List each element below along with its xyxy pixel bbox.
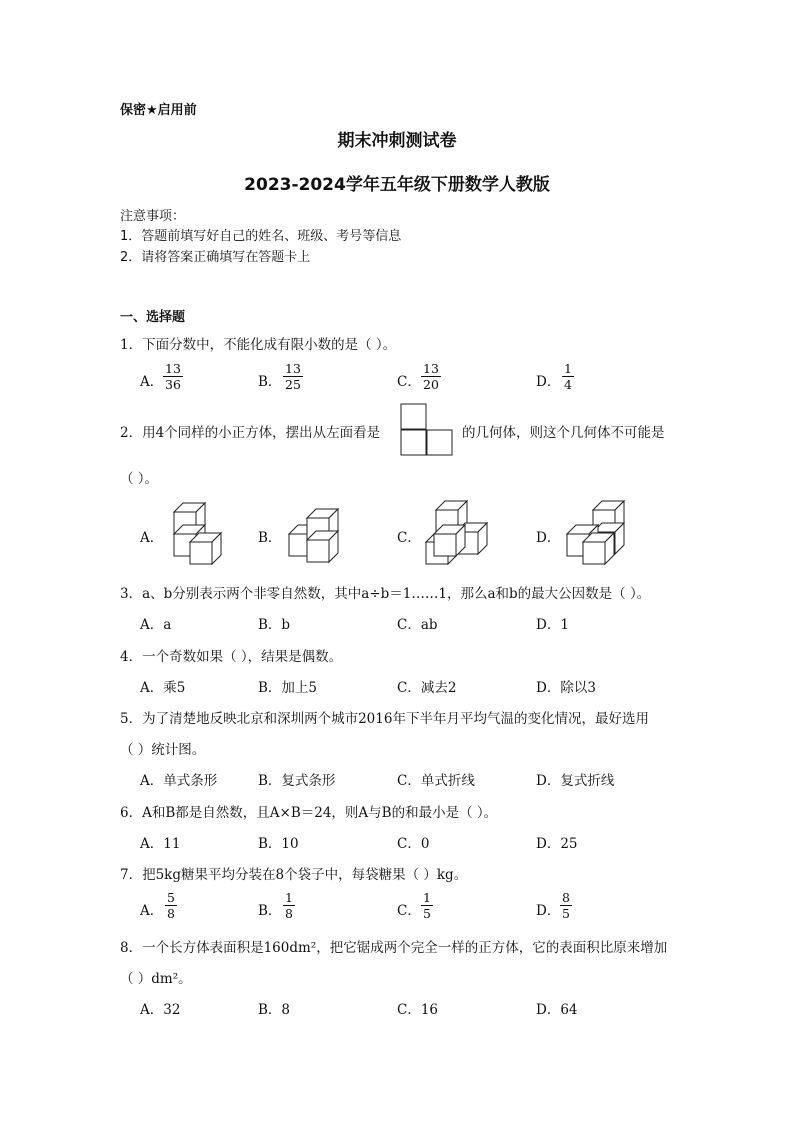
option-label: B． bbox=[258, 903, 282, 919]
exam-subtitle: 2023-2024学年五年级下册数学人教版 bbox=[244, 175, 550, 195]
question-8-stem-cont: （ ）dm²。 bbox=[120, 971, 192, 987]
cube-icon bbox=[307, 531, 338, 562]
numerator: 13 bbox=[285, 361, 301, 376]
cube-figure-b bbox=[285, 498, 357, 570]
option: A．32 bbox=[140, 1002, 181, 1018]
option: C．减去2 bbox=[397, 680, 457, 696]
option-label: B． bbox=[258, 530, 282, 546]
option: A．a bbox=[140, 617, 172, 633]
option: C．0 bbox=[397, 836, 430, 852]
denominator: 5 bbox=[423, 906, 431, 921]
option: A．11 bbox=[140, 836, 181, 852]
option: D．64 bbox=[536, 1002, 578, 1018]
option: D．除以3 bbox=[536, 680, 596, 696]
note-item: 2．请将答案正确填写在答题卡上 bbox=[120, 250, 311, 265]
question-5-stem: 5．为了清楚地反映北京和深圳两个城市2016年下半年月平均气温的变化情况，最好选用 bbox=[120, 711, 649, 727]
denominator: 25 bbox=[285, 377, 301, 392]
option-label: C． bbox=[397, 530, 421, 546]
question-1-stem: 1．下面分数中，不能化成有限小数的是（ ）。 bbox=[120, 337, 397, 353]
section-title: 一、选择题 bbox=[120, 310, 186, 325]
denominator: 8 bbox=[285, 906, 293, 921]
cube-icon bbox=[434, 525, 465, 556]
question-8-stem: 8．一个长方体表面积是160dm²，把它锯成两个完全一样的正方体，它的表面积比原来增加 bbox=[120, 940, 668, 956]
denominator: 8 bbox=[167, 906, 175, 921]
numerator: 1 bbox=[423, 890, 431, 905]
option: B．b bbox=[258, 617, 291, 633]
option: B．8 bbox=[258, 1002, 291, 1018]
numerator: 1 bbox=[564, 361, 572, 376]
numerator: 13 bbox=[423, 361, 439, 376]
question-3-stem: 3．a、b分别表示两个非零自然数，其中a÷b＝1……1，那么a和b的最大公因数是（ ）。 bbox=[120, 586, 651, 602]
question-4-stem: 4．一个奇数如果（ ），结果是偶数。 bbox=[120, 649, 343, 665]
option: C．单式折线 bbox=[397, 773, 475, 789]
option-label: D． bbox=[536, 903, 561, 919]
fraction bbox=[165, 890, 177, 921]
cube-figure-c bbox=[422, 496, 522, 568]
cube-icon bbox=[583, 533, 614, 564]
question-2-stem-cont: （ ）。 bbox=[120, 471, 159, 487]
notes-heading: 注意事项： bbox=[120, 209, 186, 224]
question-6-stem: 6．A和B都是自然数，且A×B＝24，则A与B的和最小是（ ）。 bbox=[120, 805, 498, 821]
option: A．单式条形 bbox=[140, 773, 218, 789]
numerator: 13 bbox=[165, 361, 181, 376]
option-label: C． bbox=[397, 903, 421, 919]
option-label: A． bbox=[140, 374, 164, 390]
option: C．16 bbox=[397, 1002, 439, 1018]
question-5-stem-cont: （ ）统计图。 bbox=[120, 742, 206, 758]
option: B．复式条形 bbox=[258, 773, 336, 789]
fraction bbox=[163, 361, 183, 392]
left-view-figure-icon bbox=[400, 403, 454, 457]
denominator: 5 bbox=[562, 906, 570, 921]
option: C．ab bbox=[397, 617, 438, 633]
question-2-stem-after: 的几何体，则这个几何体不可能是 bbox=[462, 425, 665, 441]
question-7-stem: 7．把5kg糖果平均分装在8个袋子中，每袋糖果（ ）kg。 bbox=[120, 867, 468, 883]
cube-icon bbox=[190, 533, 221, 564]
option-label: A． bbox=[140, 903, 164, 919]
numerator: 8 bbox=[562, 890, 570, 905]
option-label: C． bbox=[397, 374, 421, 390]
option-label: A． bbox=[140, 530, 164, 546]
note-item: 1．答题前填写好自己的姓名、班级、考号等信息 bbox=[120, 229, 402, 244]
option: B．加上5 bbox=[258, 680, 318, 696]
fraction bbox=[421, 890, 433, 921]
confidential-label: 保密★启用前 bbox=[120, 103, 197, 118]
fraction bbox=[560, 890, 572, 921]
fraction bbox=[562, 361, 574, 392]
option: D．1 bbox=[536, 617, 569, 633]
option: B．10 bbox=[258, 836, 299, 852]
cube-figure-a bbox=[168, 498, 240, 570]
numerator: 1 bbox=[285, 890, 293, 905]
option-label: D． bbox=[536, 530, 561, 546]
option-label: B． bbox=[258, 374, 282, 390]
cube-figure-d bbox=[563, 496, 635, 568]
denominator: 36 bbox=[165, 377, 181, 392]
option: D．25 bbox=[536, 836, 578, 852]
option-label: D． bbox=[536, 374, 561, 390]
question-2-stem: 2．用4个同样的小正方体，摆出从左面看是 bbox=[120, 425, 381, 441]
exam-title: 期末冲刺测试卷 bbox=[337, 131, 457, 151]
denominator: 4 bbox=[564, 377, 572, 392]
fraction bbox=[283, 890, 295, 921]
option: A．乘5 bbox=[140, 680, 186, 696]
denominator: 20 bbox=[423, 377, 439, 392]
option: D．复式折线 bbox=[536, 773, 615, 789]
fraction bbox=[283, 361, 303, 392]
numerator: 5 bbox=[167, 890, 175, 905]
fraction bbox=[421, 361, 441, 392]
